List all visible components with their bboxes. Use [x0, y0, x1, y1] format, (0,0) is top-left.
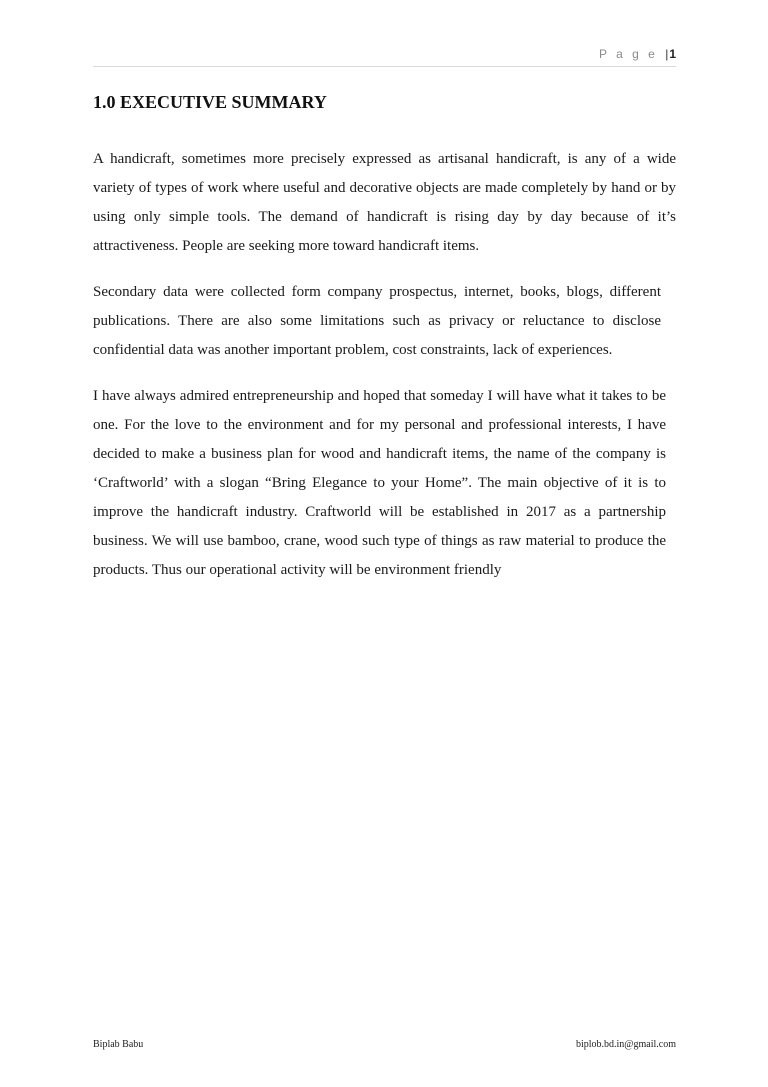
footer-email: biplob.bd.in@gmail.com — [575, 1039, 676, 1050]
paragraph-data-sources: Secondary data were collected form company prospectus, internet, books, blogs, different publications. There are also some limitations such as privacy or reluctance to disclose confidential data was another important problem, cost constraints, lack of experiences. — [93, 284, 661, 358]
page-number: 1 — [669, 47, 676, 61]
header-divider — [93, 66, 676, 67]
paragraph-intro: A handicraft, sometimes more precisely expressed as artisanal handicraft, is any of a wide variety of types of work where useful and decorative objects are made completely by hand or by using only simple tools. The demand of handicraft is rising day by day because of it’s attractiveness. People are seeking more toward handicraft items. — [93, 151, 676, 254]
page-separator: | — [665, 47, 669, 61]
page-header — [93, 47, 676, 65]
section-title: 1.0 EXECUTIVE SUMMARY — [93, 92, 327, 112]
page-label: P a g e — [599, 47, 658, 61]
paragraph-business-plan: I have always admired entrepreneurship and hoped that someday I will have what it takes to be one. For the love to the environment and for my personal and professional interests, I have decided to make a business plan for wood and handicraft items, the name of the company is ‘Craftworld’ with a slogan “Bring Elegance to your Home”. The main objective of it is to improve the handicraft industry. Craftworld will be established in 2017 as a partnership business. We will use bamboo, crane, wood such type of things as raw material to produce the products. Thus our operational activity will be environment friendly — [93, 388, 666, 578]
footer-author: Biplab Babu — [93, 1039, 144, 1050]
